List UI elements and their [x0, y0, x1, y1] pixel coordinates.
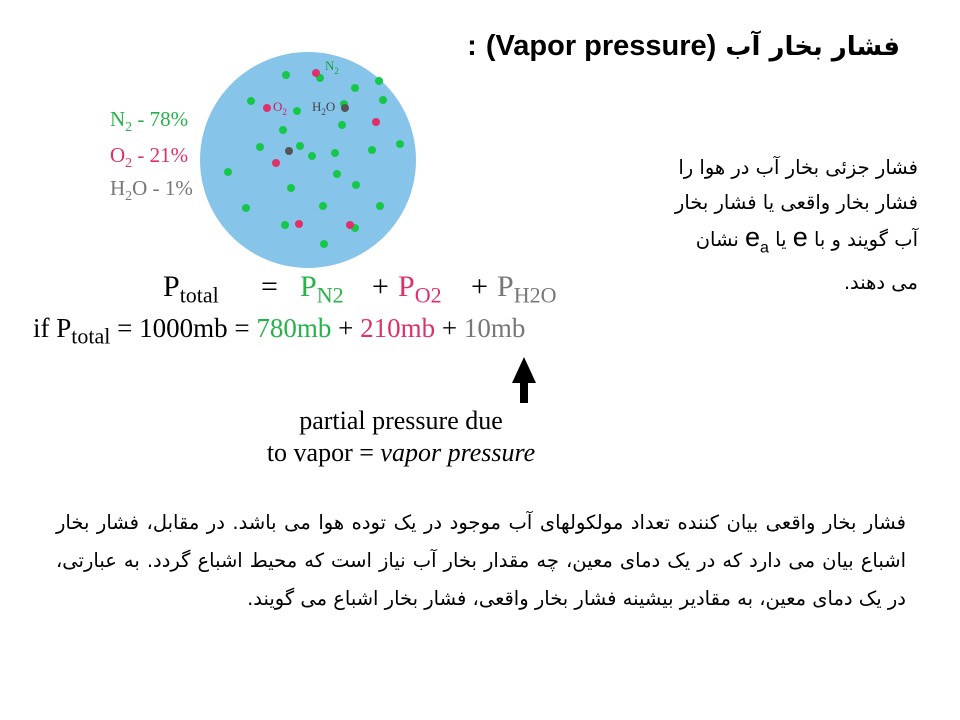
molecule-dot: [296, 142, 304, 150]
title-persian: فشار بخار آب: [725, 32, 900, 62]
molecule-dot: [368, 146, 376, 154]
air-parcel-circle: [200, 52, 416, 268]
equation-po2: $P_{O2}$: [398, 270, 442, 308]
molecule-dot: [376, 202, 384, 210]
symbol-ea: $e_a$: [744, 222, 769, 257]
equation-plus-1: +: [372, 270, 389, 303]
molecule-dot: [242, 204, 250, 212]
molecule-dot: [308, 152, 316, 160]
caption-line-1: partial pressure due: [299, 406, 503, 435]
molecule-dot: [320, 240, 328, 248]
n2-label: $N_2$: [325, 58, 339, 76]
molecule-dot: [312, 69, 320, 77]
caption-line-2: to vapor = vapor pressure: [266, 438, 536, 467]
molecule-dot: [331, 149, 339, 157]
definition-line-3: آب گویند و با e یا $e_a$ نشان: [695, 222, 918, 257]
explanation-paragraph: فشار بخار واقعی بیان کننده تعداد مولکولهای آب موجود در یک توده هوا می باشد. در مقابل، فشار بخار اشباع بیان می دارد که در یک دمای معین، چه مقدار بخار آب نیاز است که محیط اشباع گردد. به عبارتی، در یک دمای معین، به مقادیر بیشینه فشار بخار واقعی، فشار بخار اشباع می گویند.: [56, 511, 906, 610]
molecule-dot: [372, 118, 380, 126]
molecule-dot: [293, 107, 301, 115]
molecule-dot: [341, 104, 349, 112]
molecule-dot: [247, 97, 255, 105]
equation-equals: =: [261, 270, 278, 303]
molecule-dot: [287, 184, 295, 192]
molecule-dot: [333, 170, 341, 178]
molecule-dot: [281, 221, 289, 229]
molecule-dot: [379, 96, 387, 104]
equation-pn2: $P_{N2}$: [300, 270, 344, 308]
molecule-dot: [282, 71, 290, 79]
equation-ph2o: $P_{H2O}$: [497, 270, 557, 308]
legend-n2: $N_2 - 78\%$: [110, 107, 189, 136]
molecule-dot: [272, 159, 280, 167]
legend-h2o: $H_2O - 1\%$: [110, 176, 193, 205]
title-colon: :: [467, 30, 477, 62]
equation-plus-2: +: [471, 270, 488, 303]
definition-line-2: فشار بخار واقعی یا فشار بخار: [674, 191, 918, 214]
molecule-dot: [351, 84, 359, 92]
h2o-label: $H_2O$: [312, 99, 336, 117]
vapor-pressure-caption: [250, 405, 552, 469]
molecule-dot: [285, 147, 293, 155]
molecule-dot: [263, 104, 271, 112]
molecule-dot: [224, 168, 232, 176]
molecule-dot: [338, 121, 346, 129]
symbol-e: e: [792, 222, 808, 252]
molecule-dot: [319, 202, 327, 210]
definition-text: [605, 150, 918, 300]
molecule-dot: [346, 221, 354, 229]
definition-line-1: فشار جزئی بخار آب در هوا را: [678, 156, 918, 179]
definition-line-4: می دهند.: [843, 271, 918, 295]
up-arrow-icon: [512, 357, 536, 403]
molecule-dot: [256, 143, 264, 151]
legend-o2: $O_2 - 21\%$: [110, 143, 189, 172]
molecule-dot: [375, 77, 383, 85]
title-english: (Vapor pressure): [485, 30, 717, 62]
molecule-dot: [279, 126, 287, 134]
o2-label: $O_2$: [273, 99, 287, 117]
equation-values: if $P_{total} = 1000mb = 780mb + 210mb + 10mb$: [33, 313, 526, 349]
molecule-dot: [352, 181, 360, 189]
molecule-dot: [295, 220, 303, 228]
equation-total: $P_{total}$: [163, 270, 219, 308]
molecule-dot: [396, 140, 404, 148]
